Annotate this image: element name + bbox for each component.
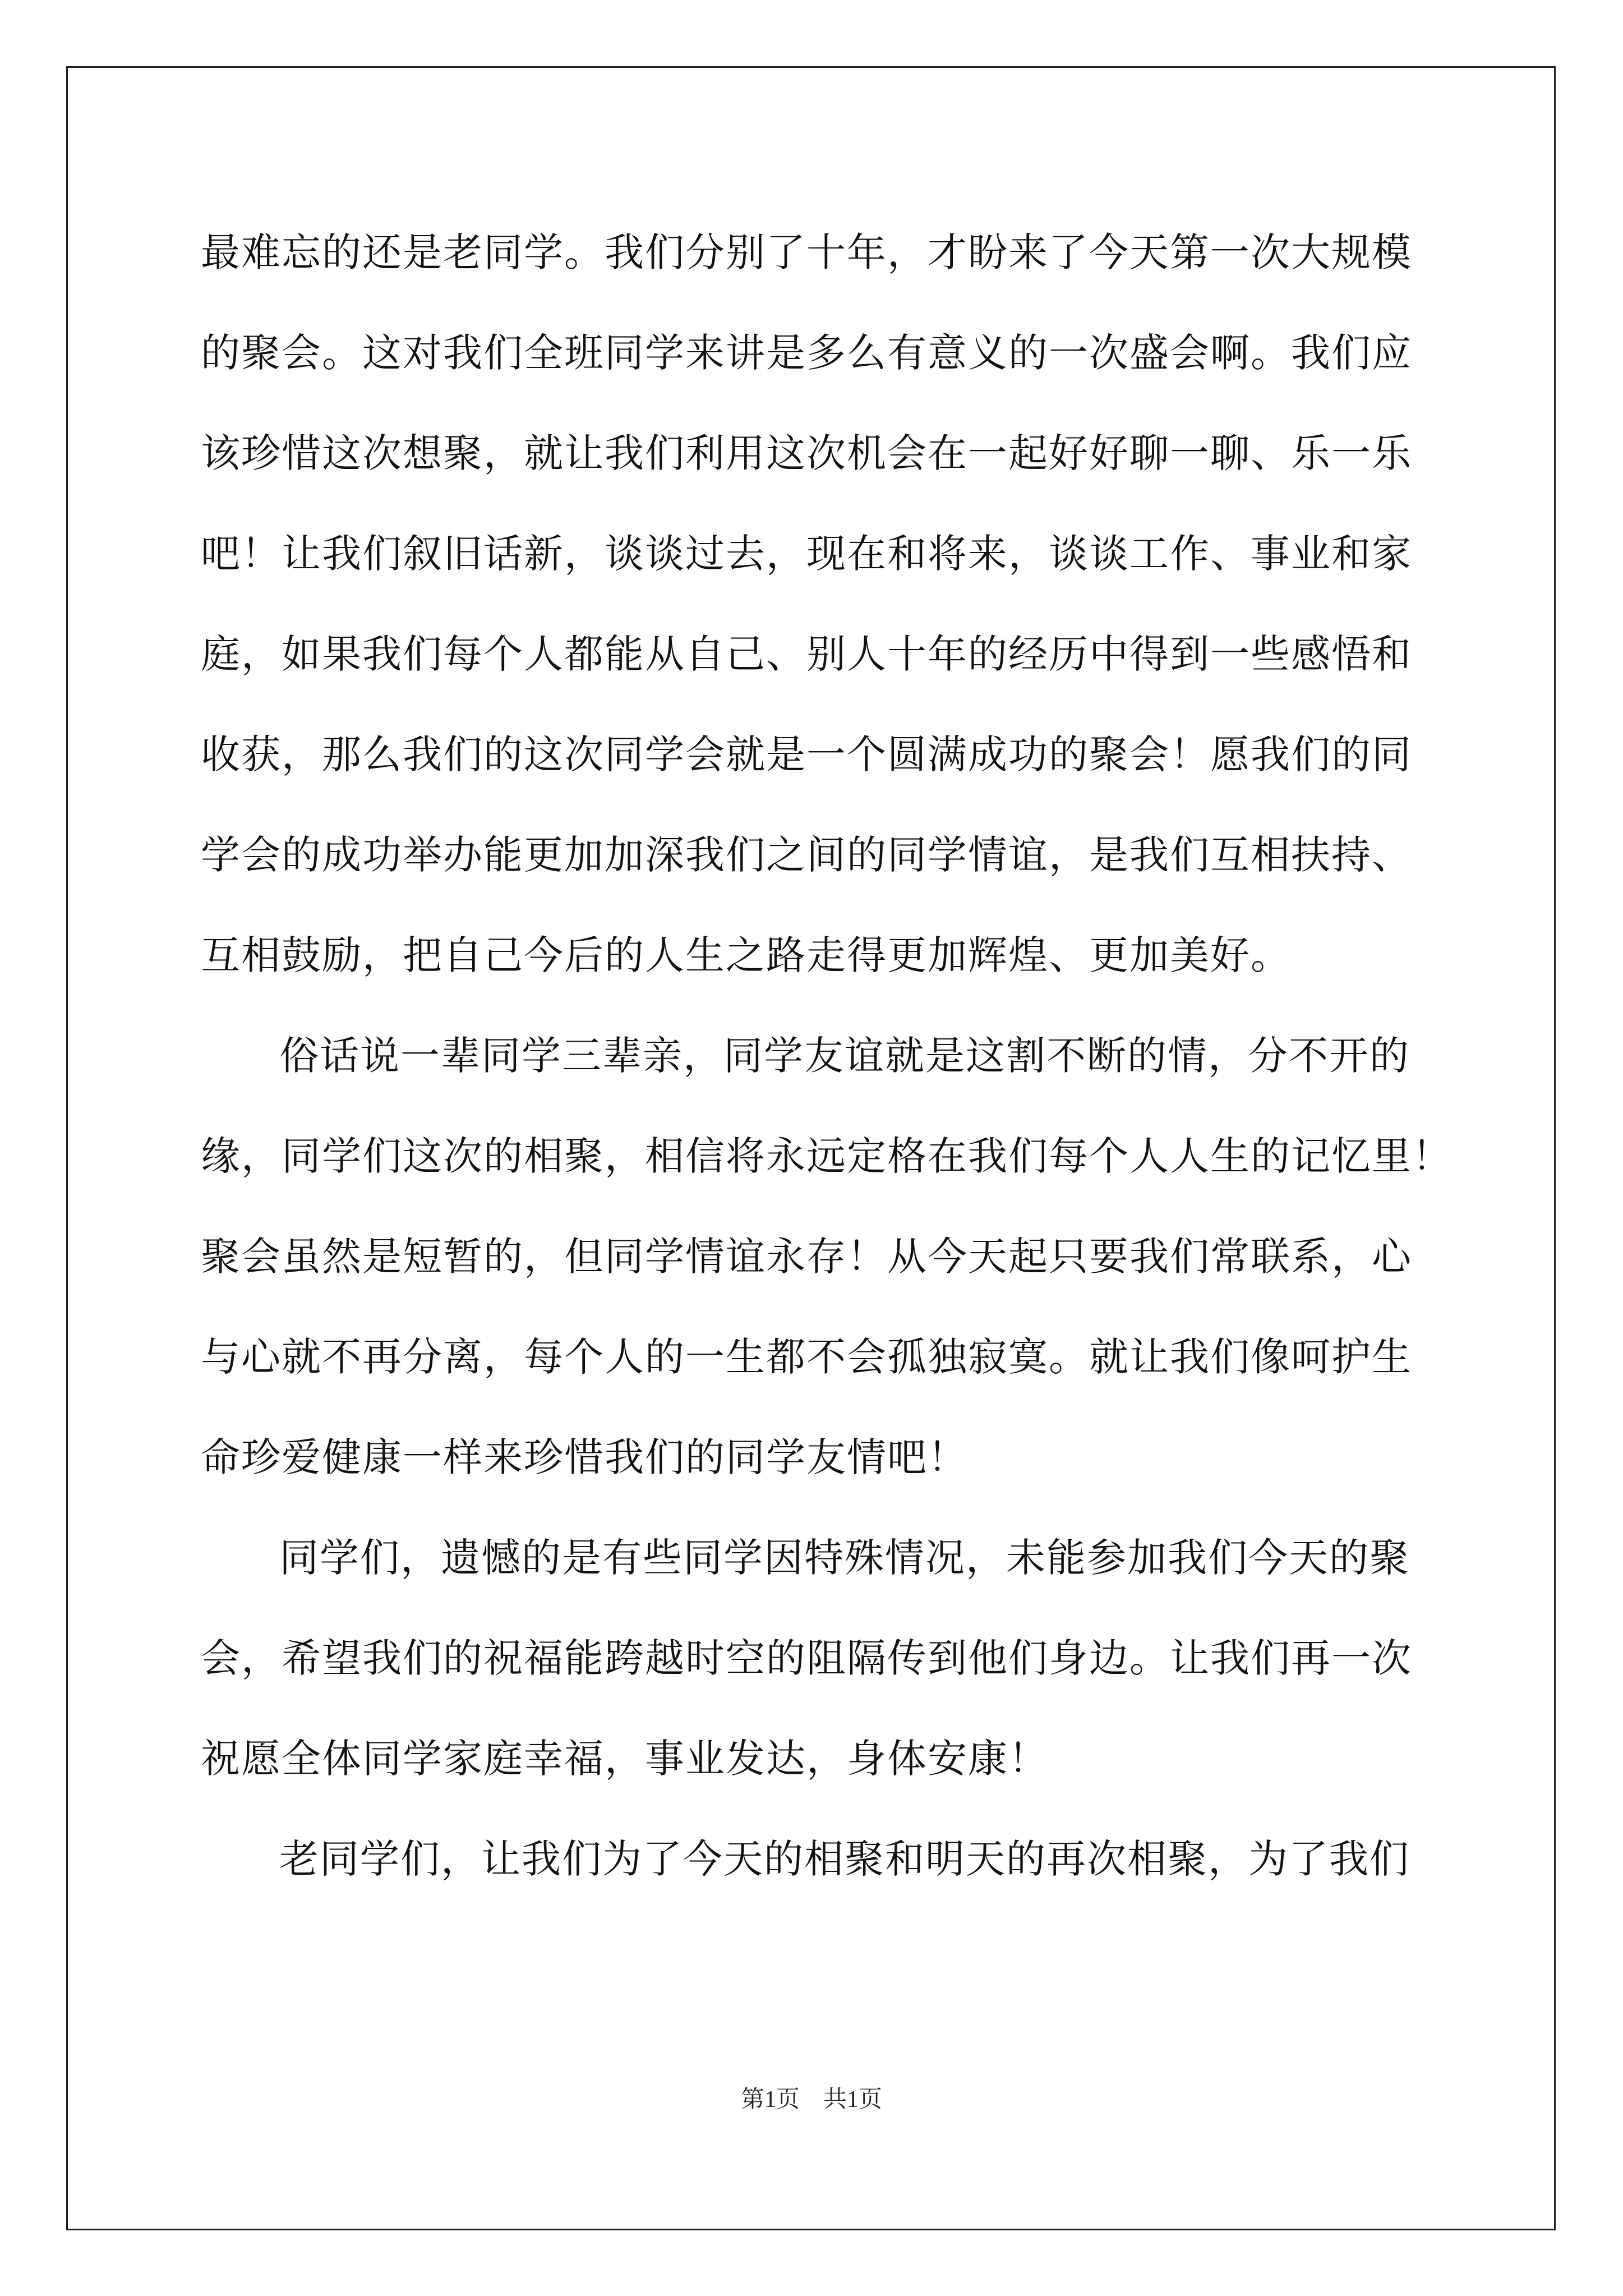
paragraph-first-line: 同学们，遗憾的是有些同学因特殊情况，未能参加我们今天的聚 — [279, 1535, 1410, 1581]
paragraph-first-line: 老同学们，让我们为了今天的相聚和明天的再次相聚，为了我们 — [279, 1836, 1410, 1882]
text-line: 学会的成功举办能更加加深我们之间的同学情谊，是我们互相扶持、 — [201, 832, 1412, 878]
text-line: 最难忘的还是老同学。我们分别了十年，才盼来了今天第一次大规模 — [201, 229, 1412, 275]
text-line: 命珍爱健康一样来珍惜我们的同学友情吧！ — [201, 1434, 968, 1480]
text-line: 收获，那么我们的这次同学会就是一个圆满成功的聚会！愿我们的同 — [201, 731, 1412, 777]
text-line: 的聚会。这对我们全班同学来讲是多么有意义的一次盛会啊。我们应 — [201, 330, 1412, 376]
paragraph-first-line: 俗话说一辈同学三辈亲，同学友谊就是这割不断的情，分不开的 — [279, 1033, 1410, 1079]
text-line: 缘，同学们这次的相聚，相信将永远定格在我们每个人人生的记忆里！ — [201, 1133, 1453, 1179]
text-line: 与心就不再分离，每个人的一生都不会孤独寂寞。就让我们像呵护生 — [201, 1334, 1412, 1380]
text-line: 互相鼓励，把自己今后的人生之路走得更加辉煌、更加美好。 — [201, 932, 1291, 978]
text-line: 会，希望我们的祝福能跨越时空的阻隔传到他们身边。让我们再一次 — [201, 1635, 1412, 1681]
text-line: 聚会虽然是短暂的，但同学情谊永存！从今天起只要我们常联系，心 — [201, 1234, 1412, 1280]
text-line: 该珍惜这次想聚，就让我们利用这次机会在一起好好聊一聊、乐一乐 — [201, 430, 1412, 476]
text-line: 庭，如果我们每个人都能从自己、别人十年的经历中得到一些感悟和 — [201, 631, 1412, 677]
text-line: 祝愿全体同学家庭幸福，事业发达，身体安康！ — [201, 1736, 1049, 1782]
text-line: 吧！让我们叙旧话新，谈谈过去，现在和将来，谈谈工作、事业和家 — [201, 531, 1412, 577]
page-number-footer: 第1页 共1页 — [740, 2087, 882, 2113]
